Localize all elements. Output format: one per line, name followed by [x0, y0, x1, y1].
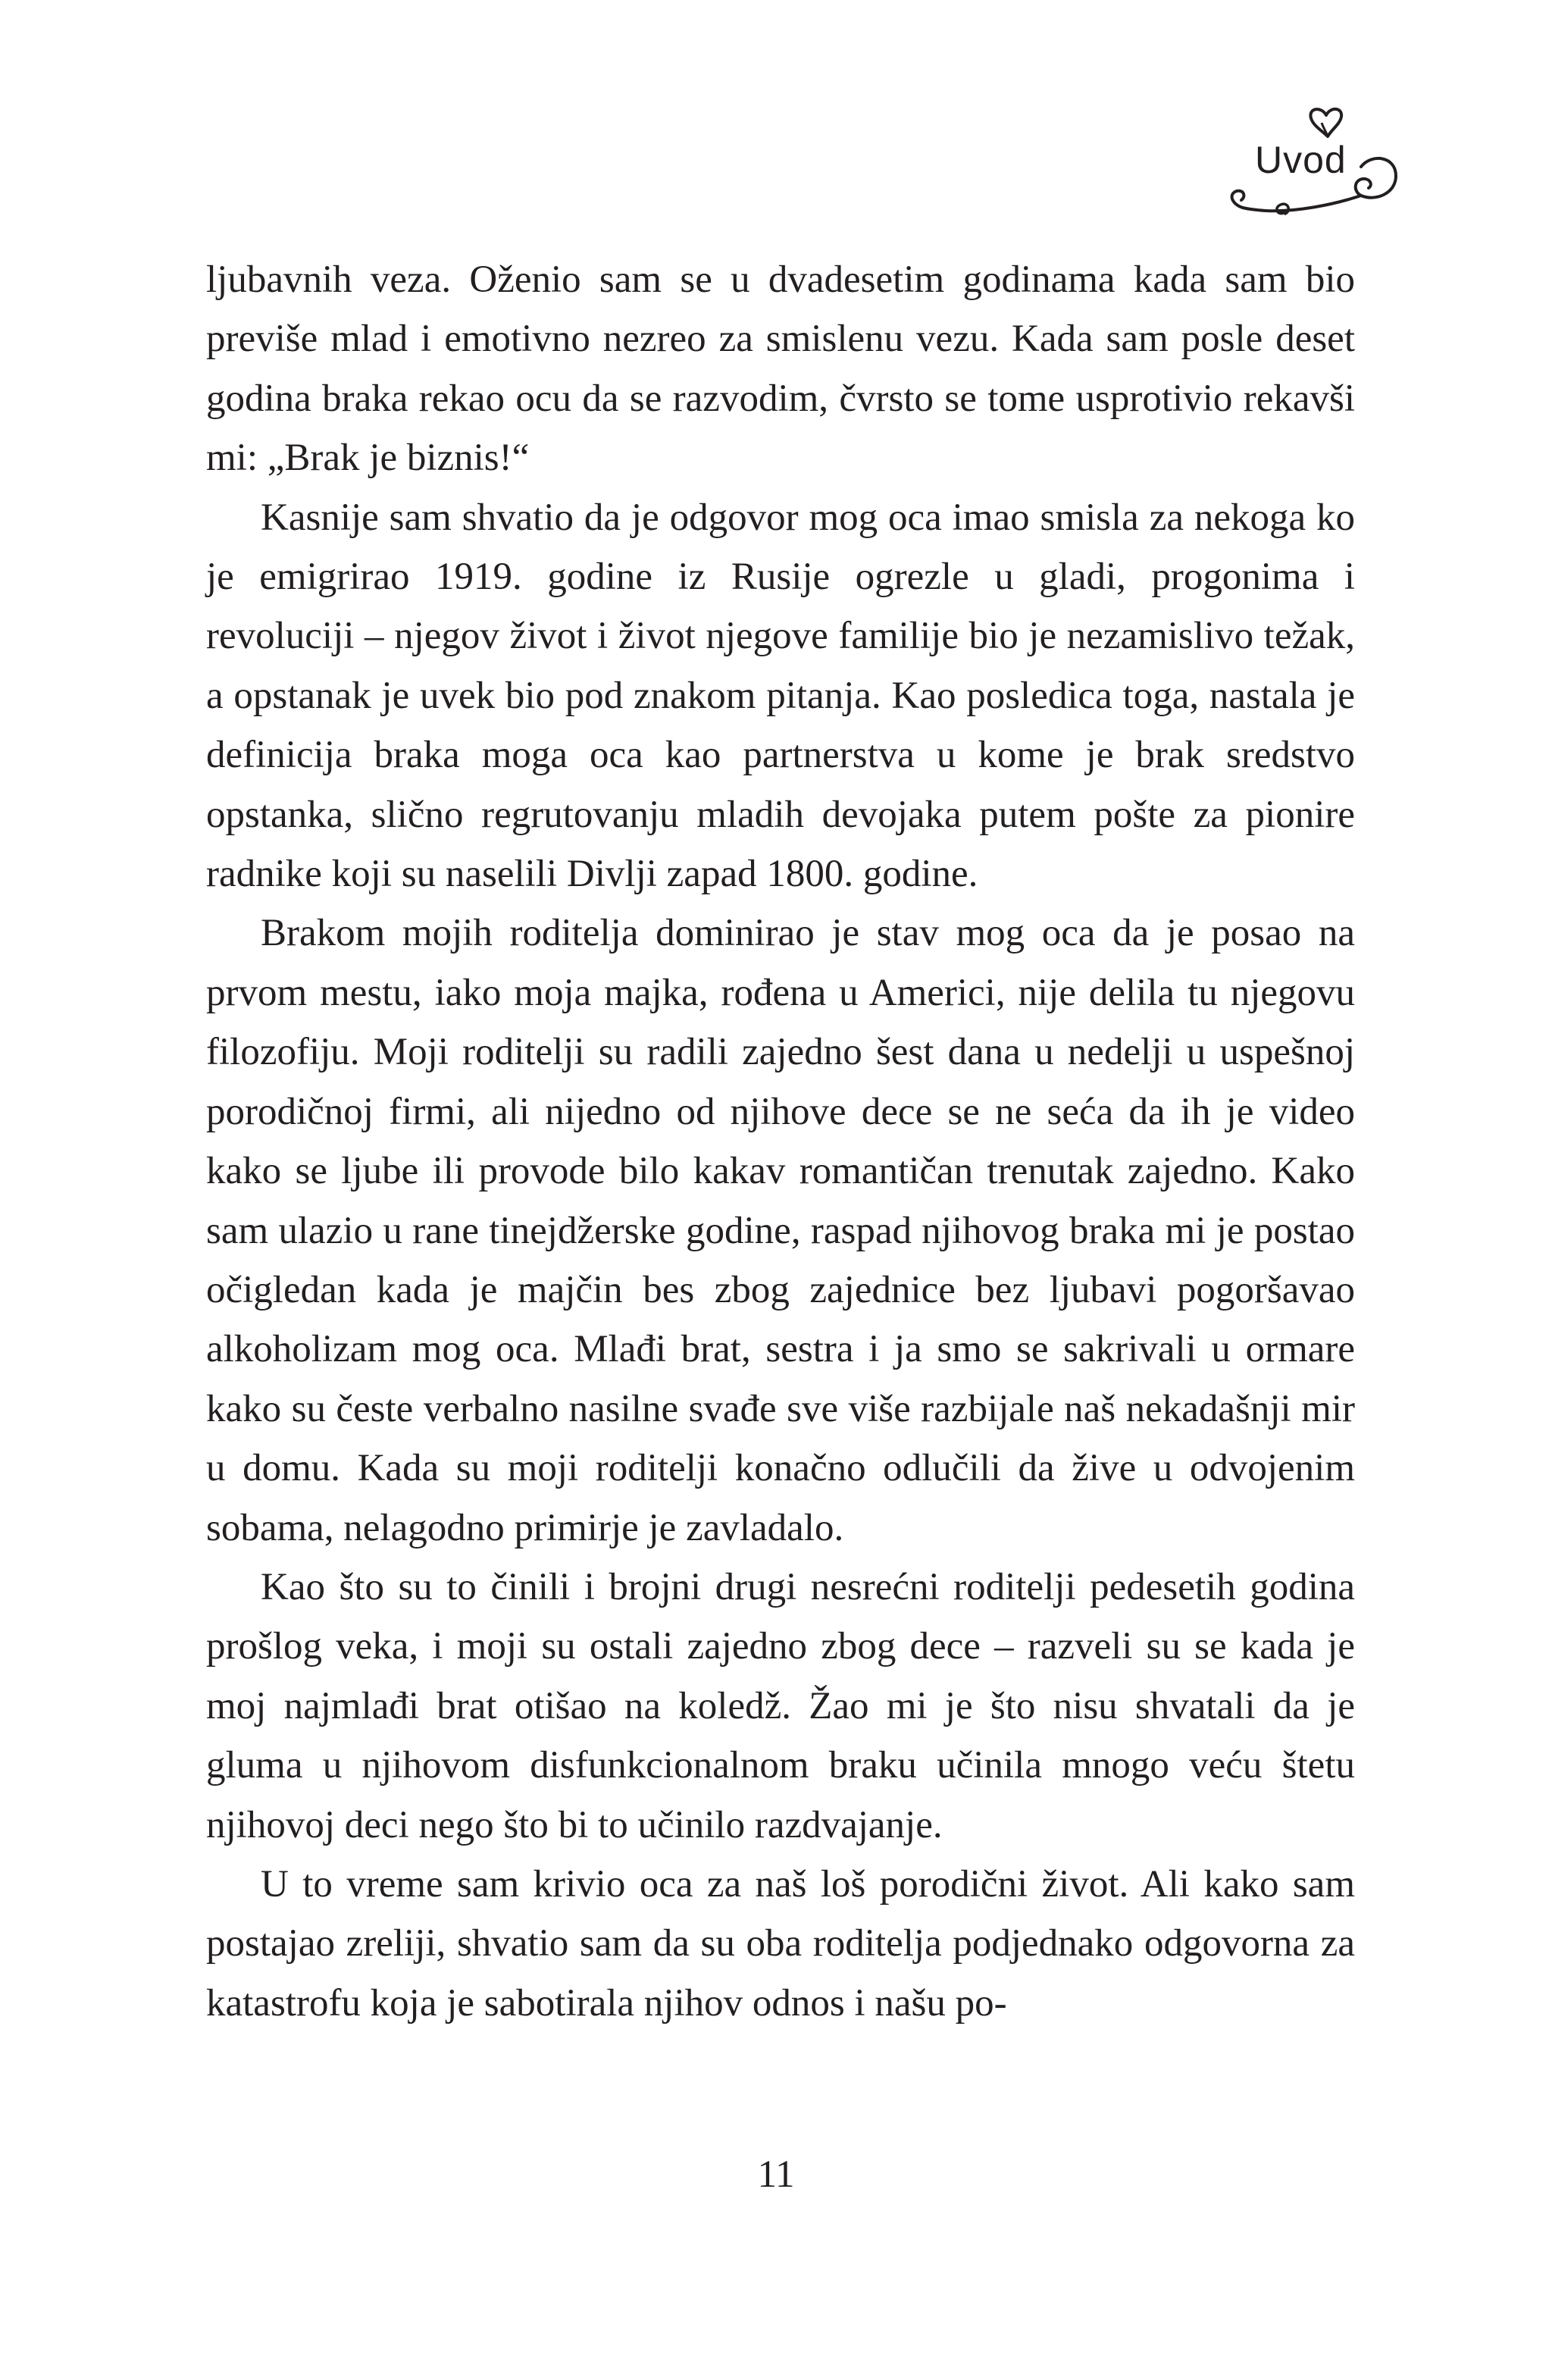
page-number: 11: [757, 2153, 795, 2196]
running-header: [1182, 83, 1410, 235]
paragraph: Brakom mojih roditelja dominirao je stav mog oca da je posao na prvom mestu, iako moja majka, rođena u Americi, nije delila tu njegovu filozofiju. Moji roditelji su radili zajedno šest dana u nedelji u uspešnoj porodičnoj firmi, ali nijedno od njihove dece se ne seća da ih je video kako se ljube ili provode bilo kakav romantičan trenutak zajedno. Kako sam ulazio u rane tinejdžerske godine, raspad njihovog braka mi je postao očigledan kada je majčin bes zbog zajednice bez ljubavi pogoršavao alkoholizam mog oca. Mlađi brat, sestra i ja smo se sakrivali u ormare kako su česte verbalno nasilne svađe sve više razbijale naš nekadašnji mir u domu. Kada su moji roditelji konačno odlučili da žive u odvojenim sobama, nelagodno primirje je zavladalo.: [206, 912, 1355, 1549]
paragraph: ljubavnih veza. Oženio sam se u dvadesetim godinama kada sam bio previše mlad i emotivno nezreo za smislenu vezu. Kada sam posle deset godina braka rekao ocu da se razvodim, čvrsto se tome usprotivio rekavši mi: „Brak je biznis!“: [206, 258, 1355, 480]
paragraph: Kasnije sam shvatio da je odgovor mog oca imao smisla za nekoga ko je emigrirao 1919. godine iz Rusije ogrezle u gladi, progonima i revoluciji – njegov život i život njegove familije bio je nezamislivo težak, a opstanak je uvek bio pod znakom pitanja. Kao posledica toga, nastala je definicija braka moga oca kao partnerstva u kome je brak sredstvo opstanka, slično regrutovanju mladih devojaka putem pošte za pionire radnike koji su naselili Divlji zapad 1800. godine.: [206, 496, 1355, 896]
body-text: [206, 250, 1355, 2033]
paragraph: U to vreme sam krivio oca za naš loš porodični život. Ali kako sam postajao zreliji, shvatio sam da su oba roditelja podjednako odgovorna za katastrofu koja je sabotirala njihov odnos i našu po-: [206, 1862, 1355, 2025]
paragraph: Kao što su to činili i brojni drugi nesrećni roditelji pedesetih godina prošlog veka, i moji su ostali zajedno zbog dece – razveli su se kada je moj najmlađi brat otišao na koledž. Žao mi je što nisu shvatali da je gluma u njihovom disfunkcionalnom braku učinila mnogo veću štetu njihovoj deci nego što bi to učinilo razdvajanje.: [206, 1565, 1355, 1846]
section-title: Uvod: [1255, 139, 1347, 181]
